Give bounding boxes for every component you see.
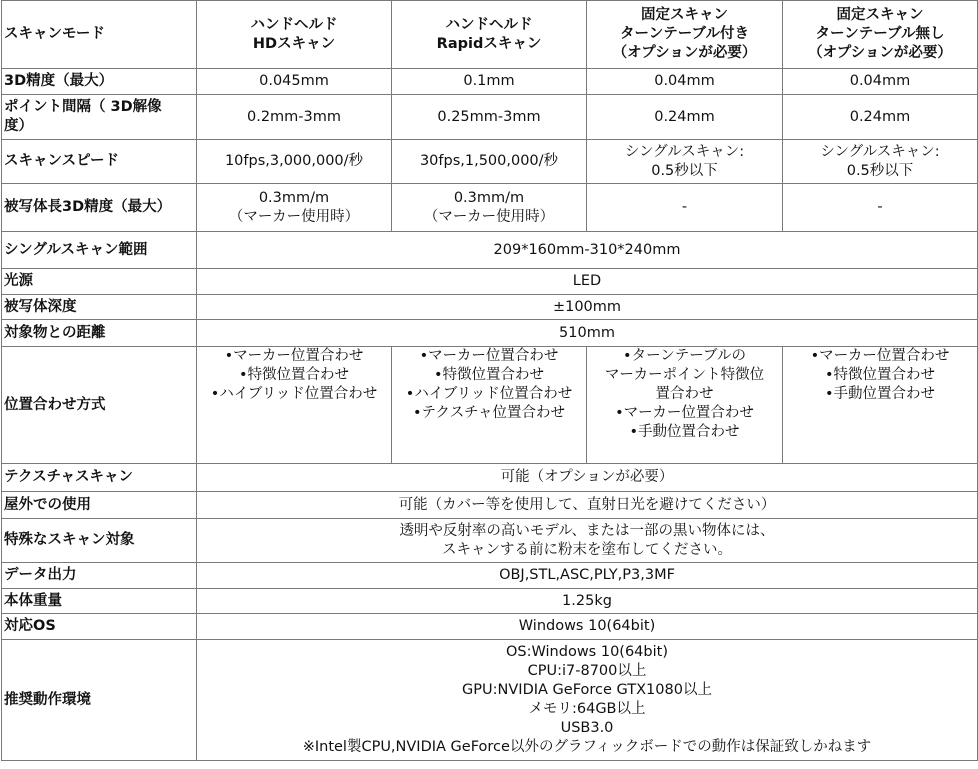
cell-value: 0.24mm [587,95,783,140]
special-objects-row [2,519,978,563]
header-fixed-with-turntable: 固定スキャン ターンテーブル付き （オプションが必要） [587,1,783,69]
row-label: 対象物との距離 [2,320,197,347]
volumetric-accuracy-row [2,184,978,232]
row-label: 3D精度（最大） [2,69,197,95]
row-label: 特殊なスキャン対象 [2,519,197,563]
cell-value: - [587,184,783,232]
row-label: スキャンスピード [2,140,197,184]
point-spacing-row [2,95,978,140]
row-label: テクスチャスキャン [2,464,197,492]
weight-row [2,589,978,614]
row-label: 推奨動作環境 [2,640,197,761]
row-label: ポイント間隔（ 3D解像 度） [2,95,197,140]
scan-speed-row [2,140,978,184]
cell-value: 209*160mm-310*240mm [197,232,978,269]
cell-value: •ターンテーブルの マーカーポイント特徴位 置合わせ •マーカー位置合わせ •手動位置合わせ [587,347,783,464]
cell-value: Windows 10(64bit) [197,614,978,640]
cell-value: 1.25kg [197,589,978,614]
accuracy-row [2,69,978,95]
cell-value: ±100mm [197,295,978,320]
cell-value: 0.24mm [783,95,978,140]
cell-value: OS:Windows 10(64bit) CPU:i7-8700以上 GPU:NVIDIA GeForce GTX1080以上 メモリ:64GB以上 USB3.0 ※Intel製CPU,NVIDIA GeForce以外のグラフィックボードでの動作は保証致しかねます [197,640,978,761]
cell-value: OBJ,STL,ASC,PLY,P3,3MF [197,563,978,589]
cell-value: - [783,184,978,232]
cell-value: 0.04mm [783,69,978,95]
row-label: 被写体長3D精度（最大） [2,184,197,232]
row-label: シングルスキャン範囲 [2,232,197,269]
row-label: 本体重量 [2,589,197,614]
cell-value: 10fps,3,000,000/秒 [197,140,392,184]
cell-value: •マーカー位置合わせ •特徴位置合わせ •手動位置合わせ [783,347,978,464]
cell-value: 0.2mm-3mm [197,95,392,140]
cell-value: 0.1mm [392,69,587,95]
header-fixed-without-turntable: 固定スキャン ターンテーブル無し （オプションが必要） [783,1,978,69]
data-output-row [2,563,978,589]
row-label: 光源 [2,269,197,295]
cell-value: 0.04mm [587,69,783,95]
texture-scan-row [2,464,978,492]
cell-value: •マーカー位置合わせ •特徴位置合わせ •ハイブリッド位置合わせ [197,347,392,464]
os-row [2,614,978,640]
distance-row [2,320,978,347]
cell-value: シングルスキャン: 0.5秒以下 [783,140,978,184]
light-source-row [2,269,978,295]
row-label: 対応OS [2,614,197,640]
header-hd-scan: ハンドヘルド HDスキャン [197,1,392,69]
row-label: 位置合わせ方式 [2,347,197,464]
requirements-row [2,640,978,761]
single-scan-range-row [2,232,978,269]
row-label: 屋外での使用 [2,492,197,519]
cell-value: •マーカー位置合わせ •特徴位置合わせ •ハイブリッド位置合わせ •テクスチャ位置合わせ [392,347,587,464]
cell-value: 可能（オプションが必要） [197,464,978,492]
depth-of-field-row [2,295,978,320]
row-label: 被写体深度 [2,295,197,320]
cell-value: LED [197,269,978,295]
header-row [2,1,978,69]
row-label: データ出力 [2,563,197,589]
cell-value: 30fps,1,500,000/秒 [392,140,587,184]
scan-mode-label: スキャンモード [2,1,197,69]
cell-value: 0.3mm/m （マーカー使用時） [392,184,587,232]
cell-value: 510mm [197,320,978,347]
outdoor-use-row [2,492,978,519]
cell-value: 0.045mm [197,69,392,95]
cell-value: 透明や反射率の高いモデル、または一部の黒い物体には、 スキャンする前に粉末を塗布してください。 [197,519,978,563]
alignment-row [2,347,978,464]
cell-value: 0.3mm/m （マーカー使用時） [197,184,392,232]
header-rapid-scan: ハンドヘルド Rapidスキャン [392,1,587,69]
cell-value: 0.25mm-3mm [392,95,587,140]
spec-table [1,0,978,761]
cell-value: シングルスキャン: 0.5秒以下 [587,140,783,184]
cell-value: 可能（カバー等を使用して、直射日光を避けてください） [197,492,978,519]
